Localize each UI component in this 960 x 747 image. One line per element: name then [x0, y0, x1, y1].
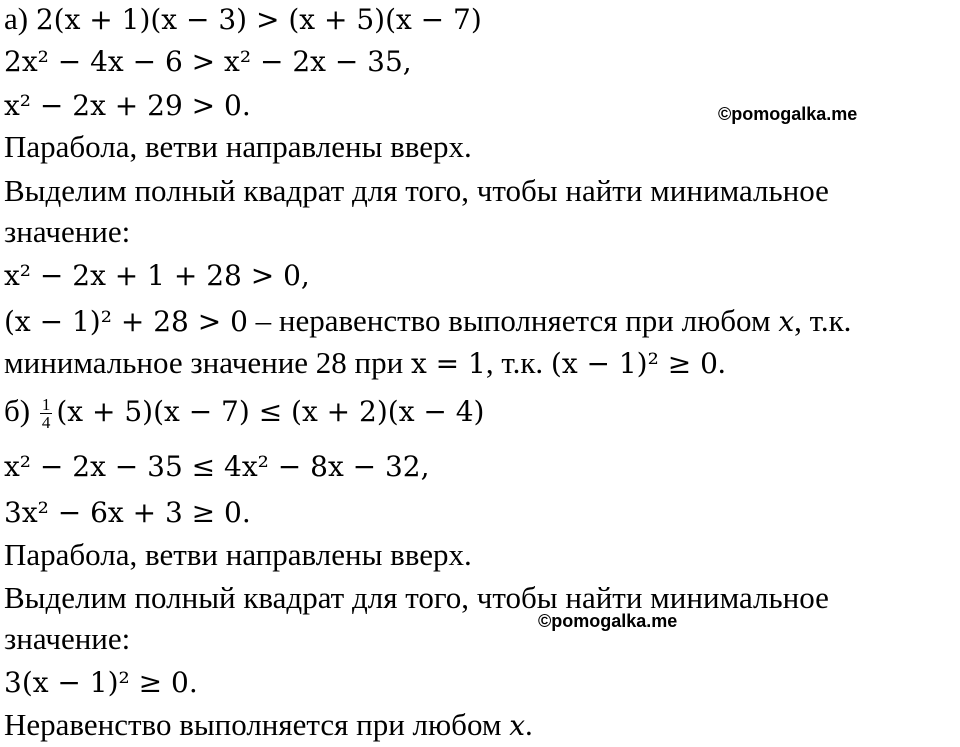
part-b-simplified-line	[4, 493, 251, 532]
part-b-fraction-denominator: 4	[41, 413, 51, 433]
part-a-square-text-2: значение:	[4, 214, 131, 249]
part-b-square-form-line	[4, 663, 198, 702]
part-b-fraction	[40, 396, 53, 431]
part-b-expanded-line	[4, 447, 430, 486]
part-b-simplified: 3x² − 6x + 3 ≥ 0.	[4, 496, 251, 529]
part-a-parabola-text: Парабола, ветви направлены вверх.	[4, 129, 472, 164]
part-a-min-math2: (x − 1)² ≥ 0	[550, 347, 718, 380]
part-a-inequality-line	[4, 0, 482, 39]
part-a-completing: x² − 2x + 1 + 28 > 0,	[4, 259, 310, 292]
part-a-square-text-1: Выделим полный квадрат для того, чтобы найти минимальное	[4, 173, 829, 208]
part-a-label: а)	[4, 1, 29, 36]
part-a-min-text: минимальное значение 28 при	[4, 345, 411, 380]
watermark-bottom: ©pomogalka.me	[538, 611, 678, 631]
part-b-inequality-line	[4, 392, 484, 431]
part-b-final-line	[4, 706, 533, 745]
part-b-label: б)	[4, 393, 31, 428]
part-a-conclusion-tail: , т.к.	[794, 303, 852, 338]
watermark-top: ©pomogalka.me	[718, 104, 858, 124]
part-a-conclusion-line	[4, 302, 851, 341]
part-a-min-end: .	[717, 345, 726, 380]
part-b-final-var: x	[509, 709, 526, 742]
part-a-conclusion-var: x	[778, 305, 795, 338]
part-a-conclusion-math: (x − 1)² + 28 > 0	[4, 305, 248, 338]
part-a-min-line	[4, 344, 726, 383]
part-a-expanded-line	[4, 42, 412, 81]
part-b-final-end: .	[525, 707, 533, 742]
part-b-square-form: 3(x − 1)² ≥ 0.	[4, 666, 198, 699]
part-a-inequality: 2(x + 1)(x − 3) > (x + 5)(x − 7)	[35, 3, 482, 36]
part-b-inequality: (x + 5)(x − 7) ≤ (x + 2)(x − 4)	[56, 395, 485, 428]
part-a-simplified-line	[4, 86, 251, 125]
part-a-conclusion-text: – неравенство выполняется при любом	[247, 303, 779, 338]
part-b-square-text-2: значение:	[4, 621, 131, 656]
part-a-simplified: x² − 2x + 29 > 0.	[4, 89, 251, 122]
part-a-min-text2: , т.к.	[485, 345, 551, 380]
part-b-fraction-numerator: 1	[41, 395, 51, 415]
part-a-completing-line	[4, 256, 310, 295]
part-b-parabola-text: Парабола, ветви направлены вверх.	[4, 537, 472, 572]
part-b-square-text-1: Выделим полный квадрат для того, чтобы найти минимальное	[4, 580, 829, 615]
part-b-expanded: x² − 2x − 35 ≤ 4x² − 8x − 32,	[4, 450, 430, 483]
part-a-expanded: 2x² − 4x − 6 > x² − 2x − 35,	[4, 45, 412, 78]
part-b-final-text: Неравенство выполняется при любом	[4, 707, 510, 742]
part-a-min-math: x = 1	[410, 347, 486, 380]
